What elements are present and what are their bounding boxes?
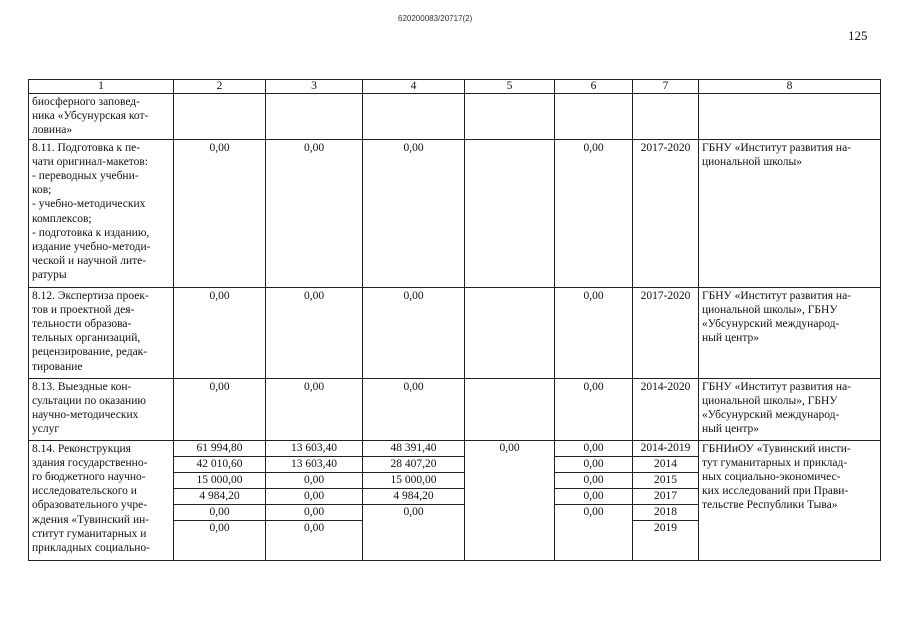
cell — [633, 440, 699, 560]
sub-cell: 2014 — [633, 456, 698, 472]
cell — [465, 139, 555, 287]
sub-cell: 0,00 — [555, 456, 632, 472]
column-header: 7 — [633, 80, 699, 94]
sub-cell: 0,00 — [555, 472, 632, 488]
sub-cell: 0,00 — [555, 488, 632, 504]
sub-cell: 13 603,40 — [266, 456, 362, 472]
sub-cell: 61 994,80 — [174, 441, 265, 457]
sub-cell: 0,00 — [403, 505, 424, 518]
cell: 0,00 — [363, 139, 465, 287]
header-row — [29, 80, 881, 94]
column-header: 1 — [29, 80, 174, 94]
cell — [363, 94, 465, 140]
sub-cell: 15 000,00 — [174, 472, 265, 488]
sub-cell: 4 984,20 — [363, 488, 464, 504]
table-row — [29, 139, 881, 287]
cell — [266, 440, 363, 560]
sub-cell: 15 000,00 — [363, 472, 464, 488]
row-description: 8.13. Выездные кон- сультации по оказанию научно-методических услуг — [29, 378, 174, 440]
sub-cell: 0,00 — [266, 472, 362, 488]
cell — [174, 94, 266, 140]
column-header: 3 — [266, 80, 363, 94]
cell — [633, 94, 699, 140]
sub-cell: 2017 — [633, 488, 698, 504]
sub-cell: 2019 — [654, 521, 677, 534]
cell — [465, 440, 555, 560]
cell: 2014-2020 — [633, 378, 699, 440]
cell — [174, 440, 266, 560]
cell: 0,00 — [555, 287, 633, 378]
cell — [465, 378, 555, 440]
sub-cell: 0,00 — [555, 441, 632, 457]
table-row — [29, 378, 881, 440]
cell — [363, 440, 465, 560]
cell: 2017-2020 — [633, 139, 699, 287]
sub-cell: 0,00 — [303, 521, 325, 534]
cell — [699, 94, 881, 140]
cell — [465, 94, 555, 140]
sub-cell: 0,00 — [266, 488, 362, 504]
column-header: 2 — [174, 80, 266, 94]
cell — [465, 287, 555, 378]
column-header: 8 — [699, 80, 881, 94]
cell: 0,00 — [174, 139, 266, 287]
cell: ГБНУ «Институт развития на- циональной школы» — [699, 139, 881, 287]
row-description: биосферного заповед- ника «Убсунурская кот- ловина» — [29, 94, 174, 140]
sub-cell: 0,00 — [209, 521, 230, 534]
cell: 0,00 — [555, 378, 633, 440]
sub-cell: 2018 — [633, 504, 698, 520]
sub-cell: 42 010,60 — [174, 456, 265, 472]
sub-cell: 0,00 — [174, 504, 265, 520]
cell: 0,00 — [174, 287, 266, 378]
row-description: 8.14. Реконструкция здания государственно- го бюджетного научно- исследовательского и образовательного учре- ждения «Тувинский ин- ститут гуманитарных и прикладных социально- — [29, 440, 174, 560]
table-row — [29, 94, 881, 140]
sub-cell: 48 391,40 — [363, 441, 464, 457]
column-header: 4 — [363, 80, 465, 94]
sub-cell: 2014-2019 — [633, 441, 698, 457]
cell: 0,00 — [363, 378, 465, 440]
sub-cell: 13 603,40 — [266, 441, 362, 457]
row-description: 8.12. Экспертиза проек- тов и проектной дея- тельности образова- тельных организаций, рецензирование, редак- тирование — [29, 287, 174, 378]
sub-cell: 4 984,20 — [174, 488, 265, 504]
table-row — [29, 440, 881, 560]
budget-table — [28, 79, 881, 561]
cell: 0,00 — [266, 287, 363, 378]
cell: ГБНУ «Институт развития на- циональной школы», ГБНУ «Убсунурский международ- ный центр» — [699, 378, 881, 440]
cell — [266, 94, 363, 140]
document-code: 620200083/20717(2) — [398, 14, 473, 23]
page-number: 125 — [848, 28, 868, 43]
cell: 0,00 — [266, 139, 363, 287]
cell: 0,00 — [363, 287, 465, 378]
cell: 2017-2020 — [633, 287, 699, 378]
cell: 0,00 — [555, 139, 633, 287]
row-description: 8.11. Подготовка к пе- чати оригинал-макетов: - переводных учебни- ков; - учебно-методических комплексов; - подготовка к изданию, издание учебно-методи- ческой и научной лите- ратуры — [29, 139, 174, 287]
column-header: 5 — [465, 80, 555, 94]
cell: ГБНУ «Институт развития на- циональной школы», ГБНУ «Убсунурский международ- ный центр» — [699, 287, 881, 378]
table-row — [29, 287, 881, 378]
sub-cell: 28 407,20 — [363, 456, 464, 472]
cell: 0,00 — [266, 378, 363, 440]
cell — [555, 440, 633, 560]
cell — [555, 94, 633, 140]
column-header: 6 — [555, 80, 633, 94]
sub-cell: 2015 — [633, 472, 698, 488]
sub-cell: 0,00 — [583, 505, 604, 518]
cell: ГБНИиОУ «Тувинский инсти- тут гуманитарных и приклад- ных социально-экономичес- ких исследований при Прави- тельстве Республики Тыва» — [699, 440, 881, 560]
sub-cell: 0,00 — [499, 441, 520, 454]
cell: 0,00 — [174, 378, 266, 440]
sub-cell: 0,00 — [266, 504, 362, 520]
